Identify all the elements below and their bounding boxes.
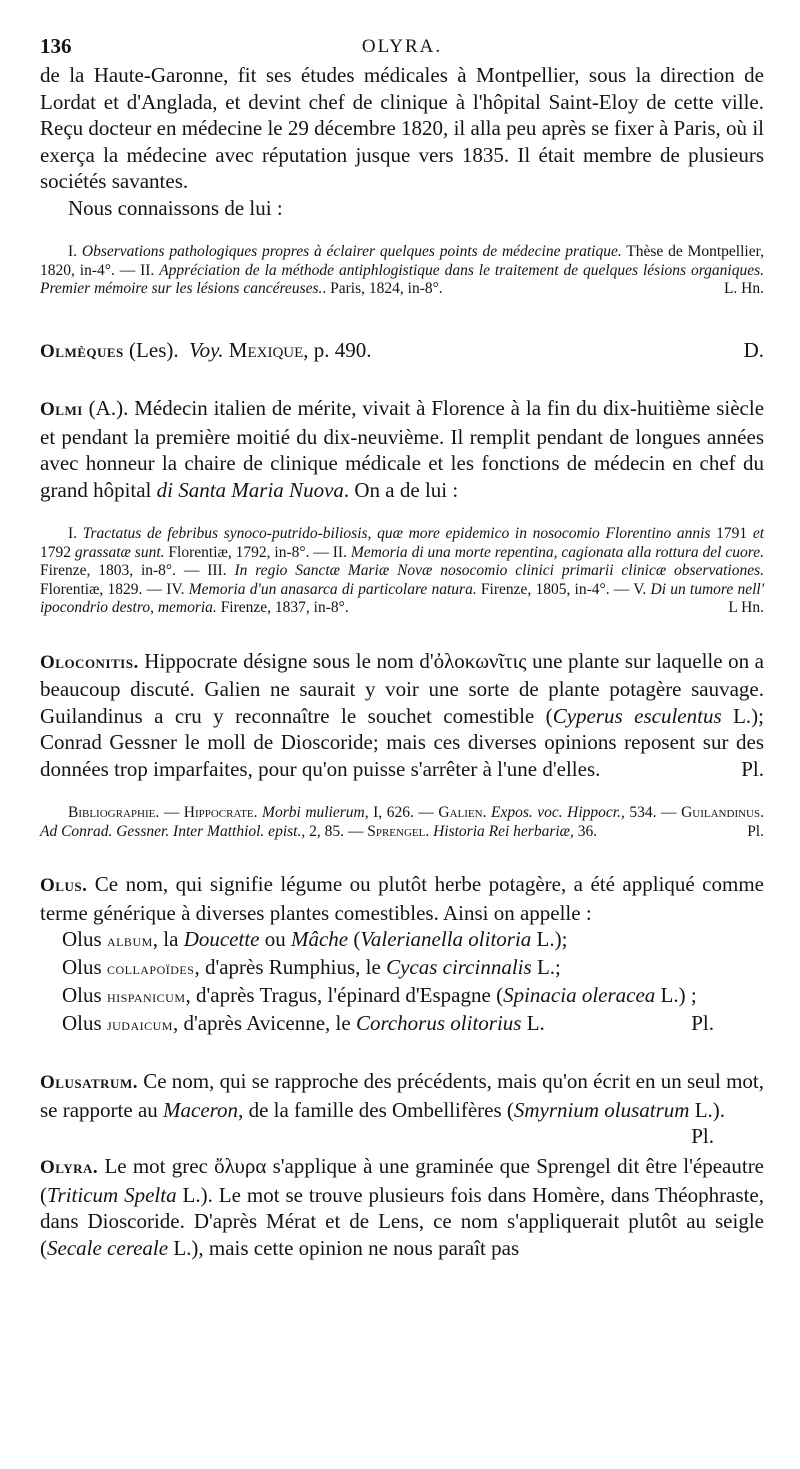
cross-reference: Mexique (228, 337, 304, 362)
headword: Olyra. (40, 1157, 99, 1178)
page-number: 136 (40, 34, 72, 58)
entry-author: D. (743, 337, 764, 362)
entry-olus: Olus. Ce nom, qui signifie légume ou plutôt herbe potagère, a été appliqué comme terme générique à diverses plantes comestibles. Ainsi on appelle : (40, 872, 764, 925)
work-title: Observations pathologiques propres à éclairer quelques points de médecine pratique. (81, 243, 622, 260)
entry-author: Pl. (691, 1124, 714, 1148)
running-head (40, 28, 764, 62)
headword: Olusatrum. (40, 1072, 138, 1093)
works-list-1: I. Observations pathologiques propres à éclairer quelques points de médecine pratique. Thèse de Montpellier, 1820, in-4°. — II. Appréciation de la méthode antiphlogistique dans le traitement de quelques lésions organiques. Premier mémoire sur les lésions cancéreuses.. Paris, 1824, in-8°. L. Hn. (40, 243, 764, 297)
entry-oloconitis: Oloconitis. Hippocrate désigne sous le nom d'ὀλοκωνῖτις une plante sur laquelle on a beaucoup discuté. Galien ne saurait y voir une sorte de plante potagère sauvage. Guilandinus a cru y reconnaître le souchet comestible (Cyperus esculentus L.); Conrad Gessner le moll de Dioscoride; mais ces diverses opinions reposent sur des données trop imparfaites, pour qu'on puisse s'arrêter à l'une d'elles. Pl. (40, 648, 764, 781)
continuation-text: de la Haute-Garonne, fit ses études médicales à Montpellier, sous la direction de Lordat et d'Anglada, et devint chef de clinique à l'hôpital Saint-Eloy de cette ville. Reçu docteur en médecine le 29 décembre 1820, il alla peu après se fixer à Paris, où il exerça la médecine avec réputation jusque vers 1835. Il était membre de plusieurs sociétés savantes. (40, 63, 764, 193)
entry-author: Pl. (691, 1011, 714, 1035)
headword: Olmèques (40, 340, 124, 362)
running-title: OLYRA. (361, 36, 443, 57)
entry-author: L Hn. (728, 599, 764, 616)
greek-term: ὄλυρα (214, 1154, 267, 1178)
works-list-2: I. Tractatus de febribus synoco-putrido-biliosis, quæ more epidemico in nosocomio Florentino annis 1791 et 1792 grassatæ sunt. Florentiæ, 1792, in-8°. — II. Memoria di una morte repentina, cagionata alla rottura del cuore. Firenze, 1803, in-8°. — III. In regio Sanctæ Mariæ Novæ nosocomio clinici primarii clinicæ observationes. Florentiæ, 1829. — IV. Memoria d'un anasarca di particolare natura. Firenze, 1805, in-4°. — V. Di un tumore nell' ipocondrio destro, memoria. Firenze, 1837, in-8°. L Hn. (40, 525, 765, 616)
entry-olmi: Olmi (A.). Médecin italien de mérite, vivait à Florence à la fin du dix-huitième siècle et pendant la première moitié du dix-neuvième. Il remplit pendant de longues années avec honneur la chaire de clinique médicale et les fonctions de médecin en chef du grand hôpital di Santa Maria Nuova. On a de lui : (40, 396, 765, 502)
entry-olyra: Olyra. Le mot grec ὄλυρα s'applique à une graminée que Sprengel dit être l'épeautre (Triticum Spelta L.). Le mot se trouve plusieurs fois dans Homère, dans Théophraste, dans Dioscoride. D'après Mérat et de Lens, ce nom s'appliquerait plutôt au seigle (Secale cereale L.), mais cette opinion ne nous paraît pas (40, 1154, 765, 1260)
headword: Oloconitis. (40, 651, 139, 673)
entry-author: L. Hn. (723, 280, 764, 297)
continuation-paragraph (40, 62, 764, 195)
entry-olusatrum: Olusatrum. Ce nom, qui se rapproche des précédents, mais qu'on écrit en un seul mot, se rapporte au Maceron, de la famille des Ombellifères (Smyrnium olusatrum L.). Pl. (40, 1069, 765, 1148)
entry-author: Pl. (747, 822, 764, 840)
bibliography: Bibliographie. — Hippocrate. Morbi mulierum, I, 626. — Galien. Expos. voc. Hippocr., 534. — Guilandinus. Ad Conrad. Gessner. Inter Matthiol. epist., 2, 85. — Sprengel. Historia Rei herbariæ, 36. Pl. (40, 804, 764, 840)
entry-olmeques: Olmèques (Les). Voy. Mexique, p. 490. D. (40, 337, 764, 362)
headword: Olus. (40, 875, 88, 896)
continuation-intro: Nous connaissons de lui : (68, 195, 283, 220)
entry-author: Pl. (741, 756, 764, 781)
headword: Olmi (40, 399, 83, 420)
olus-usage: Olus hispanicum, d'après Tragus, l'épinard d'Espagne (Spinacia oleracea L.) ; (62, 983, 697, 1007)
olus-usage: Olus judaicum, d'après Avicenne, le Corchorus olitorius L. Pl. (62, 1011, 714, 1035)
greek-term: ὀλοκωνῖτις (433, 648, 527, 673)
work-title: Appréciation de la méthode antiphlogistique dans le traitement de quelques lésions organiques. Premier mémoire sur les lésions cancéreuses. (40, 261, 764, 297)
olus-usage: Olus collapoïdes, d'après Rumphius, le Cycas circinnalis L.; (62, 955, 561, 979)
olus-usage: Olus album, la Doucette ou Mâche (Valerianella olitoria L.); (62, 927, 568, 951)
